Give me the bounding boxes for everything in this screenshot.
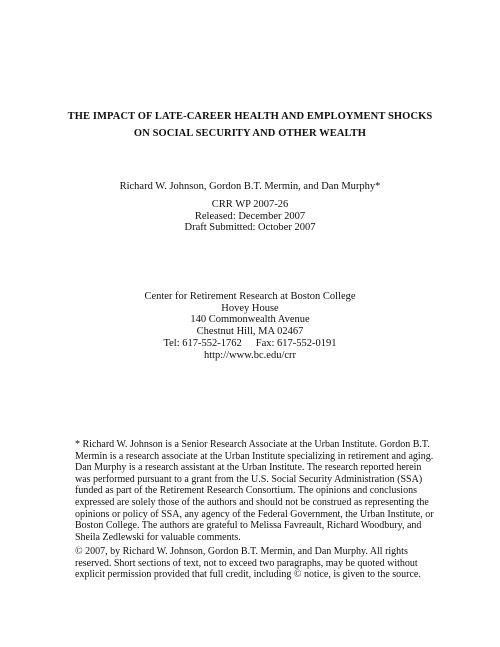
release-date: Released: December 2007 xyxy=(194,210,306,222)
footnote-line: expressed are solely those of the authors and should not be construed as representing the xyxy=(75,496,429,508)
footnote-line: Sheila Zedlewski for valuable comments. xyxy=(75,531,241,543)
submission-date: Draft Submitted: October 2007 xyxy=(184,222,316,233)
copyright-notice xyxy=(75,546,435,581)
paper-title xyxy=(0,108,500,142)
institution-street: 140 Commonwealth Avenue xyxy=(190,314,310,326)
working-paper-info xyxy=(0,199,500,234)
author-footnote xyxy=(75,439,434,543)
fax-number: Fax: 617-552-0191 xyxy=(255,337,337,349)
institution-url: http://www.bc.edu/crr xyxy=(203,349,297,361)
footnote-line: was performed pursuant to a grant from the U.S. Social Security Administration (SSA) xyxy=(75,473,423,485)
working-paper-number: CRR WP 2007-26 xyxy=(211,199,289,210)
paper-title-line-1: THE IMPACT OF LATE-CAREER HEALTH AND EMPLOYMENT SHOCKS xyxy=(67,111,433,122)
author-list: Richard W. Johnson, Gordon B.T. Mermin, and Dan Murphy* xyxy=(119,181,381,192)
contact-line xyxy=(0,338,500,350)
footnote-line: Mermin is a research associate at the Urban Institute specializing in retirement and aging. xyxy=(75,450,434,462)
institution-city: Chestnut Hill, MA 02467 xyxy=(196,326,304,338)
footnote-line: * Richard W. Johnson is a Senior Research Associate at the Urban Institute. Gordon B.T. xyxy=(75,439,430,450)
copyright-line: explicit permission provided that full credit, including © notice, is given to the source. xyxy=(75,569,421,581)
paper-title-line-2: ON SOCIAL SECURITY AND OTHER WEALTH xyxy=(133,128,367,139)
footnote-line: funded as part of the Retirement Research Consortium. The opinions and conclusions xyxy=(75,485,417,497)
institution-address xyxy=(0,291,500,361)
footnote-line: Dan Murphy is a research assistant at the Urban Institute. The research reported herein xyxy=(75,462,422,474)
institution-building: Hovey House xyxy=(221,302,279,314)
telephone-number: Tel: 617-552-1762 xyxy=(163,337,242,349)
footnote-line: Boston College. The authors are grateful to Melissa Favreault, Richard Woodbury, and xyxy=(75,520,422,532)
institution-name: Center for Retirement Research at Boston College xyxy=(144,291,356,302)
copyright-line: reserved. Short sections of text, not to exceed two paragraphs, may be quoted without xyxy=(75,557,418,569)
footnote-line: opinions or policy of SSA, any agency of the Federal Government, the Urban Institute, or xyxy=(75,508,434,520)
copyright-line: © 2007, by Richard W. Johnson, Gordon B.T. Mermin, and Dan Murphy. All rights xyxy=(75,546,408,557)
